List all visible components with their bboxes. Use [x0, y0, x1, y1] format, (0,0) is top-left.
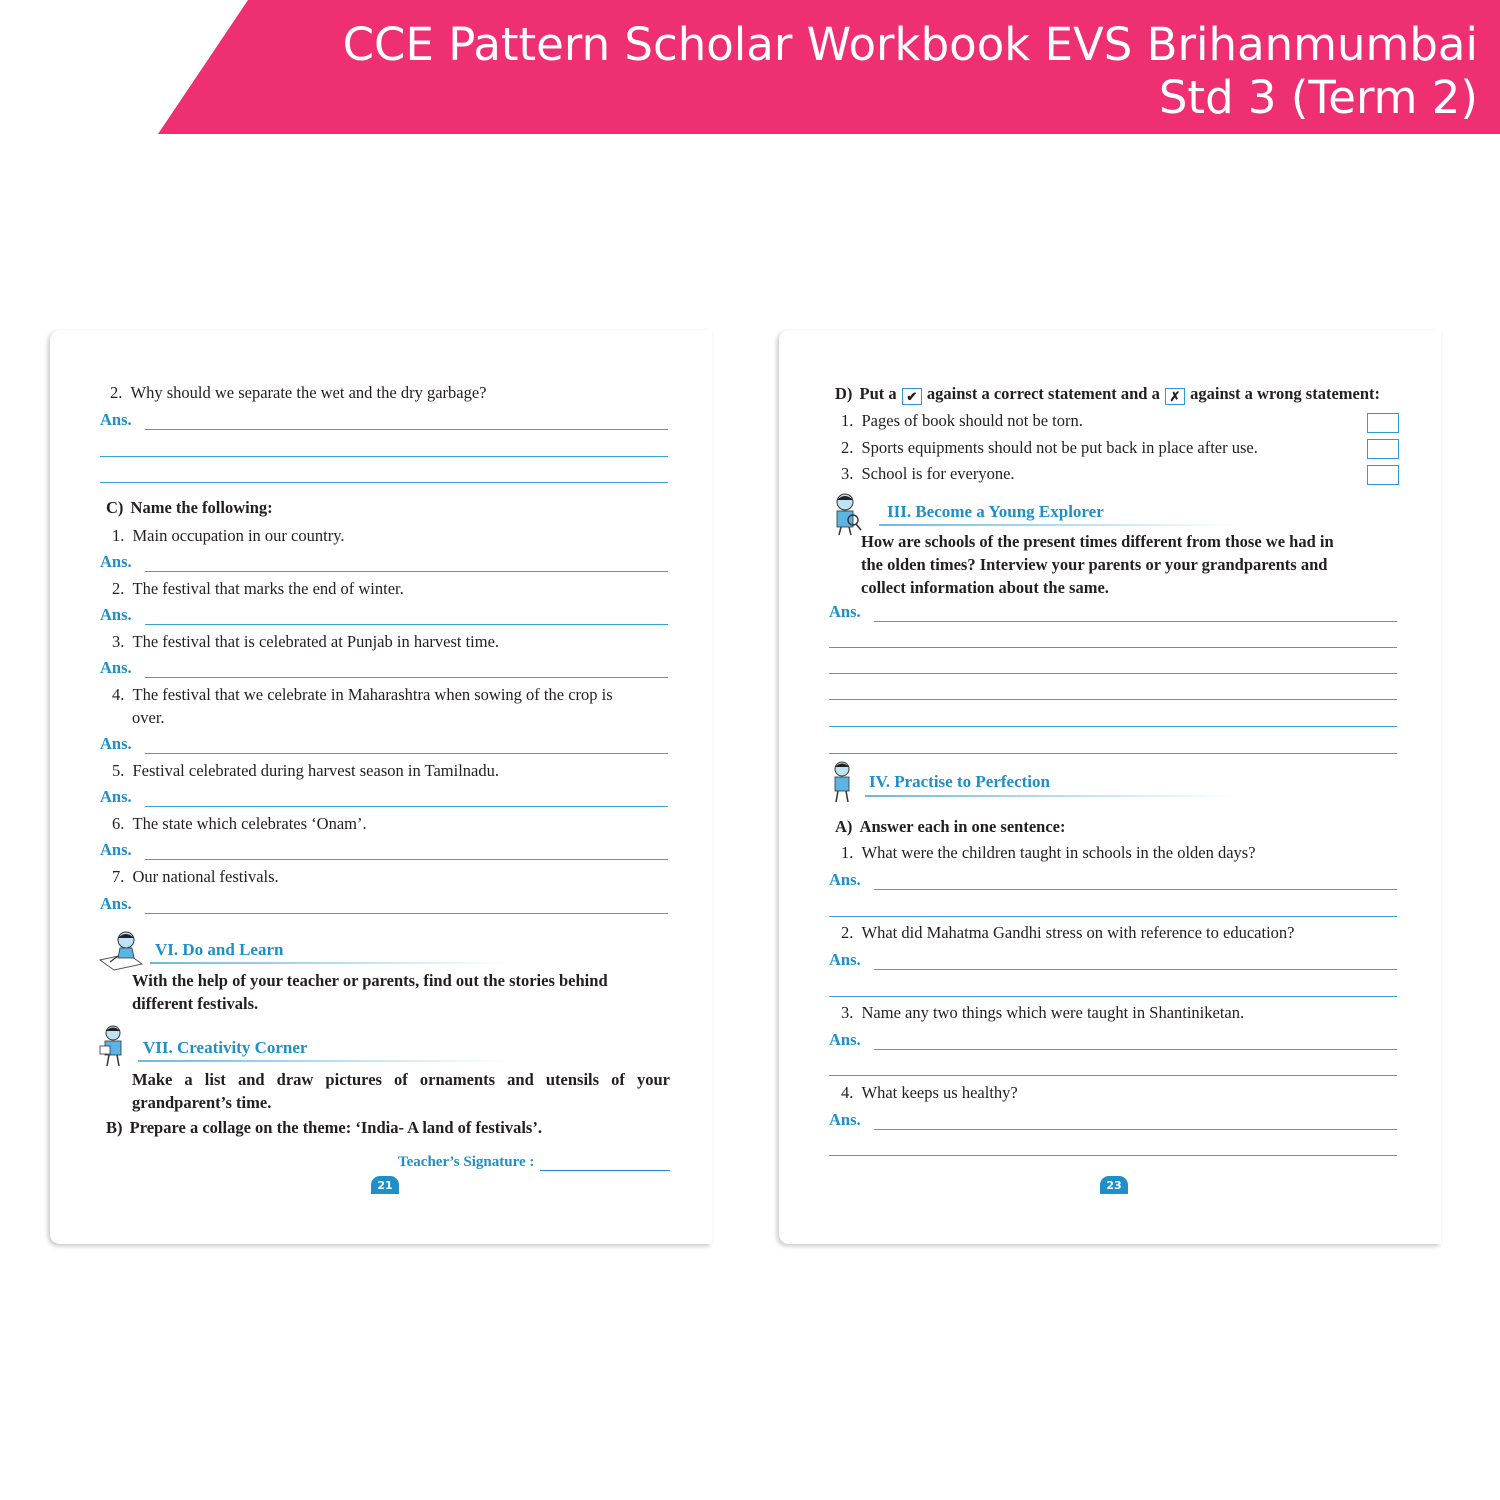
explorer-child-icon: [829, 492, 863, 536]
item-text: Festival celebrated during harvest season in Tamilnadu.: [132, 761, 499, 780]
list-item: [112, 684, 613, 706]
ans-label: Ans.: [829, 870, 861, 889]
page-number: 23: [1100, 1176, 1128, 1194]
question-item: [841, 842, 1256, 864]
instruction-line: collect information about the same.: [861, 578, 1109, 597]
section-label: C): [106, 498, 124, 517]
item-text: The festival that is celebrated at Punjab in harvest time.: [132, 632, 500, 651]
item-number: 5.: [112, 761, 125, 780]
workbook-page-21: [50, 330, 712, 1244]
tick-box-icon: ✔: [902, 388, 922, 405]
ans-label: Ans.: [100, 605, 132, 624]
young-explorer-text: [861, 530, 1401, 599]
instruction-text: against a wrong statement:: [1190, 384, 1381, 403]
ans-label: Ans.: [100, 894, 132, 913]
instruction-line: Make a list and draw pictures of ornaments and utensils of your: [132, 1070, 670, 1089]
answer-checkbox[interactable]: [1367, 465, 1399, 485]
practise-perfection-heading: IV. Practise to Perfection: [869, 772, 1050, 791]
item-text: What did Mahatma Gandhi stress on with reference to education?: [861, 923, 1295, 942]
young-explorer-heading: III. Become a Young Explorer: [887, 502, 1104, 521]
creativity-corner-heading: VII. Creativity Corner: [143, 1038, 308, 1057]
section-d-heading: [835, 384, 1380, 405]
answer-line[interactable]: [829, 1075, 1397, 1076]
title-banner: [0, 0, 1500, 134]
answer-line[interactable]: [829, 753, 1397, 754]
item-number: 3.: [841, 464, 854, 483]
answer-checkbox[interactable]: [1367, 413, 1399, 433]
question-number: 2.: [110, 383, 123, 402]
answer-line[interactable]: [829, 673, 1397, 674]
ans-label: Ans.: [100, 840, 132, 859]
list-item: [112, 631, 499, 653]
instruction-text: Put a: [859, 384, 897, 403]
statement-item: [841, 410, 1083, 432]
banner-title: [178, 18, 1478, 124]
do-and-learn-heading: VI. Do and Learn: [155, 940, 284, 959]
answer-line[interactable]: [874, 969, 1397, 970]
item-text: Main occupation in our country.: [132, 526, 345, 545]
item-number: 2.: [841, 923, 854, 942]
ans-label: Ans.: [829, 1030, 861, 1049]
ans-label: Ans.: [100, 552, 132, 571]
item-text: What were the children taught in schools in the olden days?: [861, 843, 1256, 862]
instruction-line: different festivals.: [132, 994, 259, 1013]
item-number: 1.: [112, 526, 125, 545]
do-and-learn-text: [132, 969, 670, 1015]
collage-text: Prepare a collage on the theme: ‘India- A land of festivals’.: [129, 1118, 542, 1137]
item-text-continued: over.: [132, 708, 165, 727]
ans-label: Ans.: [100, 734, 132, 753]
banner-title-line2: Std 3 (Term 2): [1158, 71, 1478, 124]
answer-line[interactable]: [145, 677, 668, 678]
item-number: 3.: [841, 1003, 854, 1022]
cross-box-icon: ✗: [1165, 388, 1185, 405]
section-title: Name the following:: [130, 498, 273, 517]
item-number: 4.: [841, 1083, 854, 1102]
answer-line[interactable]: [145, 624, 668, 625]
child-drawing-icon: [98, 928, 144, 972]
item-number: 2.: [112, 579, 125, 598]
item-text: Our national festivals.: [132, 867, 279, 886]
answer-line[interactable]: [100, 482, 668, 483]
item-number: 2.: [841, 438, 854, 457]
list-item: [112, 866, 279, 888]
question-item: [841, 922, 1294, 944]
section-label: D): [835, 384, 853, 403]
answer-line[interactable]: [829, 726, 1397, 727]
answer-line[interactable]: [145, 859, 668, 860]
ans-label: Ans.: [100, 658, 132, 677]
instruction-line: grandparent’s time.: [132, 1093, 272, 1112]
section-underline: [879, 524, 1239, 526]
question-item: [841, 1002, 1244, 1024]
answer-line[interactable]: [874, 1049, 1397, 1050]
answer-line[interactable]: [874, 1129, 1397, 1130]
page-number: 21: [371, 1176, 399, 1194]
answer-line[interactable]: [145, 571, 668, 572]
item-text: School is for everyone.: [861, 464, 1015, 483]
item-number: 7.: [112, 867, 125, 886]
question-text: Why should we separate the wet and the dry garbage?: [130, 383, 487, 402]
section-underline: [865, 795, 1235, 797]
answer-line[interactable]: [874, 889, 1397, 890]
child-standing-icon: [829, 760, 855, 804]
item-text: Name any two things which were taught in Shantiniketan.: [861, 1003, 1245, 1022]
section-label: B): [106, 1118, 123, 1137]
instruction-line: the olden times? Interview your parents or your grandparents and: [861, 555, 1328, 574]
item-text: The state which celebrates ‘Onam’.: [132, 814, 367, 833]
section-underline: [150, 962, 510, 964]
item-text: Sports equipments should not be put back in place after use.: [861, 438, 1258, 457]
instruction-line: With the help of your teacher or parents, find out the stories behind: [132, 971, 608, 990]
signature-line[interactable]: [540, 1170, 670, 1171]
answer-line[interactable]: [145, 913, 668, 914]
ans-label: Ans.: [100, 410, 132, 429]
ans-label: Ans.: [829, 1110, 861, 1129]
answer-line[interactable]: [829, 647, 1397, 648]
section-a-heading: [835, 817, 1065, 837]
item-text: The festival that we celebrate in Maharashtra when sowing of the crop is: [132, 685, 613, 704]
item-text: What keeps us healthy?: [861, 1083, 1018, 1102]
answer-line[interactable]: [829, 996, 1397, 997]
answer-line[interactable]: [145, 429, 668, 430]
item-number: 3.: [112, 632, 125, 651]
instruction-text: against a correct statement and a: [926, 384, 1160, 403]
section-title: Answer each in one sentence:: [859, 817, 1066, 836]
creativity-corner-text: [132, 1068, 670, 1114]
workbook-page-23: [779, 330, 1441, 1244]
item-number: 1.: [841, 411, 854, 430]
answer-line[interactable]: [145, 753, 668, 754]
instruction-line: How are schools of the present times different from those we had in: [861, 532, 1334, 551]
banner-title-line1: CCE Pattern Scholar Workbook EVS Brihanmumbai: [342, 18, 1478, 71]
list-item: [112, 760, 499, 782]
answer-line[interactable]: [874, 621, 1397, 622]
ans-label: Ans.: [829, 602, 861, 621]
answer-line[interactable]: [100, 456, 668, 457]
ans-label: Ans.: [100, 787, 132, 806]
statement-item: [841, 463, 1015, 485]
teachers-signature-label: Teacher’s Signature :: [398, 1154, 535, 1170]
section-underline: [138, 1060, 508, 1062]
item-number: 4.: [112, 685, 125, 704]
list-item: [112, 525, 345, 547]
answer-line[interactable]: [829, 1155, 1397, 1156]
item-number: 6.: [112, 814, 125, 833]
collage-task: [106, 1118, 542, 1138]
statement-item: [841, 437, 1258, 459]
item-text: The festival that marks the end of winter.: [132, 579, 404, 598]
item-text: Pages of book should not be torn.: [861, 411, 1083, 430]
item-number: 1.: [841, 843, 854, 862]
list-item: [112, 578, 404, 600]
question-wet-dry-garbage: [110, 382, 486, 404]
ans-label: Ans.: [829, 950, 861, 969]
section-label: A): [835, 817, 853, 836]
answer-line[interactable]: [145, 806, 668, 807]
answer-checkbox[interactable]: [1367, 439, 1399, 459]
child-reading-icon: [98, 1024, 128, 1068]
section-c-heading: [106, 498, 273, 518]
answer-line[interactable]: [829, 699, 1397, 700]
question-item: [841, 1082, 1018, 1104]
list-item: [112, 813, 367, 835]
answer-line[interactable]: [829, 916, 1397, 917]
